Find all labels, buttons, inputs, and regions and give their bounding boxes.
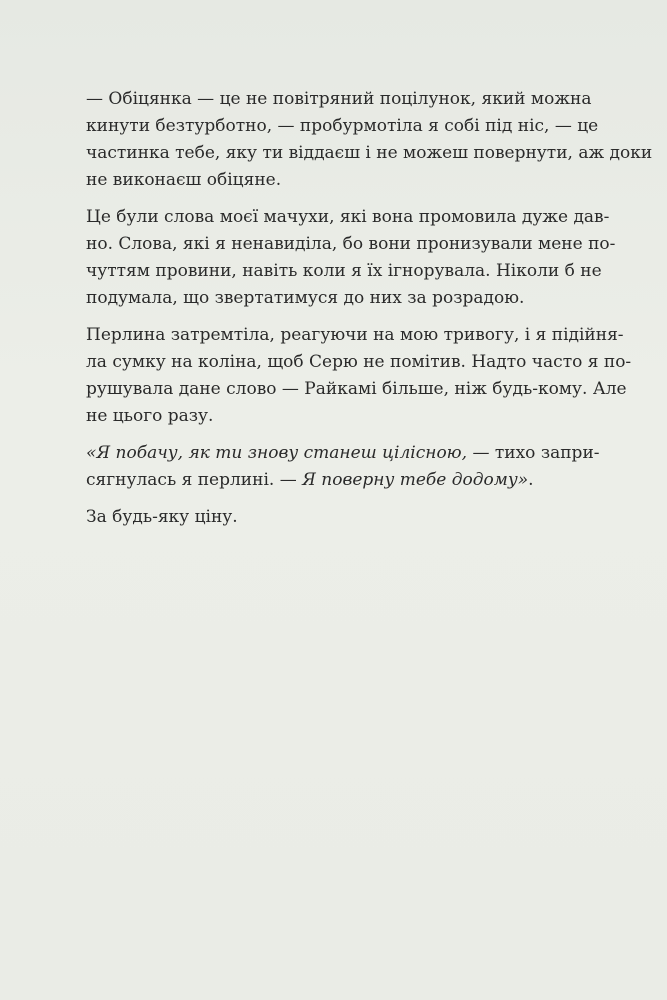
text-line: частинка тебе, яку ти віддаєш і не можеш повернути, аж доки: [86, 143, 653, 163]
paragraph-4: [86, 440, 600, 494]
text-line: ла сумку на коліна, щоб Серю не помітив. Надто часто я по-: [86, 352, 632, 372]
text-line: чуттям провини, навіть коли я їх ігнорувала. Ніколи б не: [86, 261, 602, 281]
text-line: Перлина затремтіла, реагуючи на мою тривогу, і я підійня-: [86, 325, 624, 345]
italic-quote: Я поверну тебе додому»: [302, 470, 529, 490]
paragraph-5: [86, 504, 582, 531]
paragraph-3: [86, 322, 632, 430]
text-line: Це були слова моєї мачухи, які вона промовила дуже дав-: [86, 207, 610, 227]
text-segment: сягнулась я перлині. —: [86, 470, 303, 490]
paragraph-1: [86, 86, 653, 194]
italic-quote: «Я побачу, як ти знову станеш цілісною, —: [86, 443, 490, 463]
page-text: [86, 86, 653, 541]
text-line: [86, 467, 582, 494]
text-line: подумала, що звертатимуся до них за розрадою.: [86, 288, 525, 308]
paragraph-2: [86, 204, 616, 312]
text-line: но. Слова, які я ненавиділа, бо вони пронизували мене по-: [86, 234, 616, 254]
text-line: не цього разу.: [86, 406, 214, 426]
text-line: [86, 440, 600, 467]
text-line: За будь-яку ціну.: [86, 507, 238, 527]
text-line: кинути безтурботно, — пробурмотіла я собі під ніс, — це: [86, 116, 599, 136]
text-line: — Обіцянка — це не повітряний поцілунок, який можна: [86, 89, 592, 109]
text-line: рушувала дане слово — Райкамі більше, ніж будь-кому. Але: [86, 379, 627, 399]
text-segment: .: [528, 470, 534, 490]
text-segment: тихо запри-: [489, 443, 600, 463]
text-line: не виконаєш обіцяне.: [86, 170, 282, 190]
